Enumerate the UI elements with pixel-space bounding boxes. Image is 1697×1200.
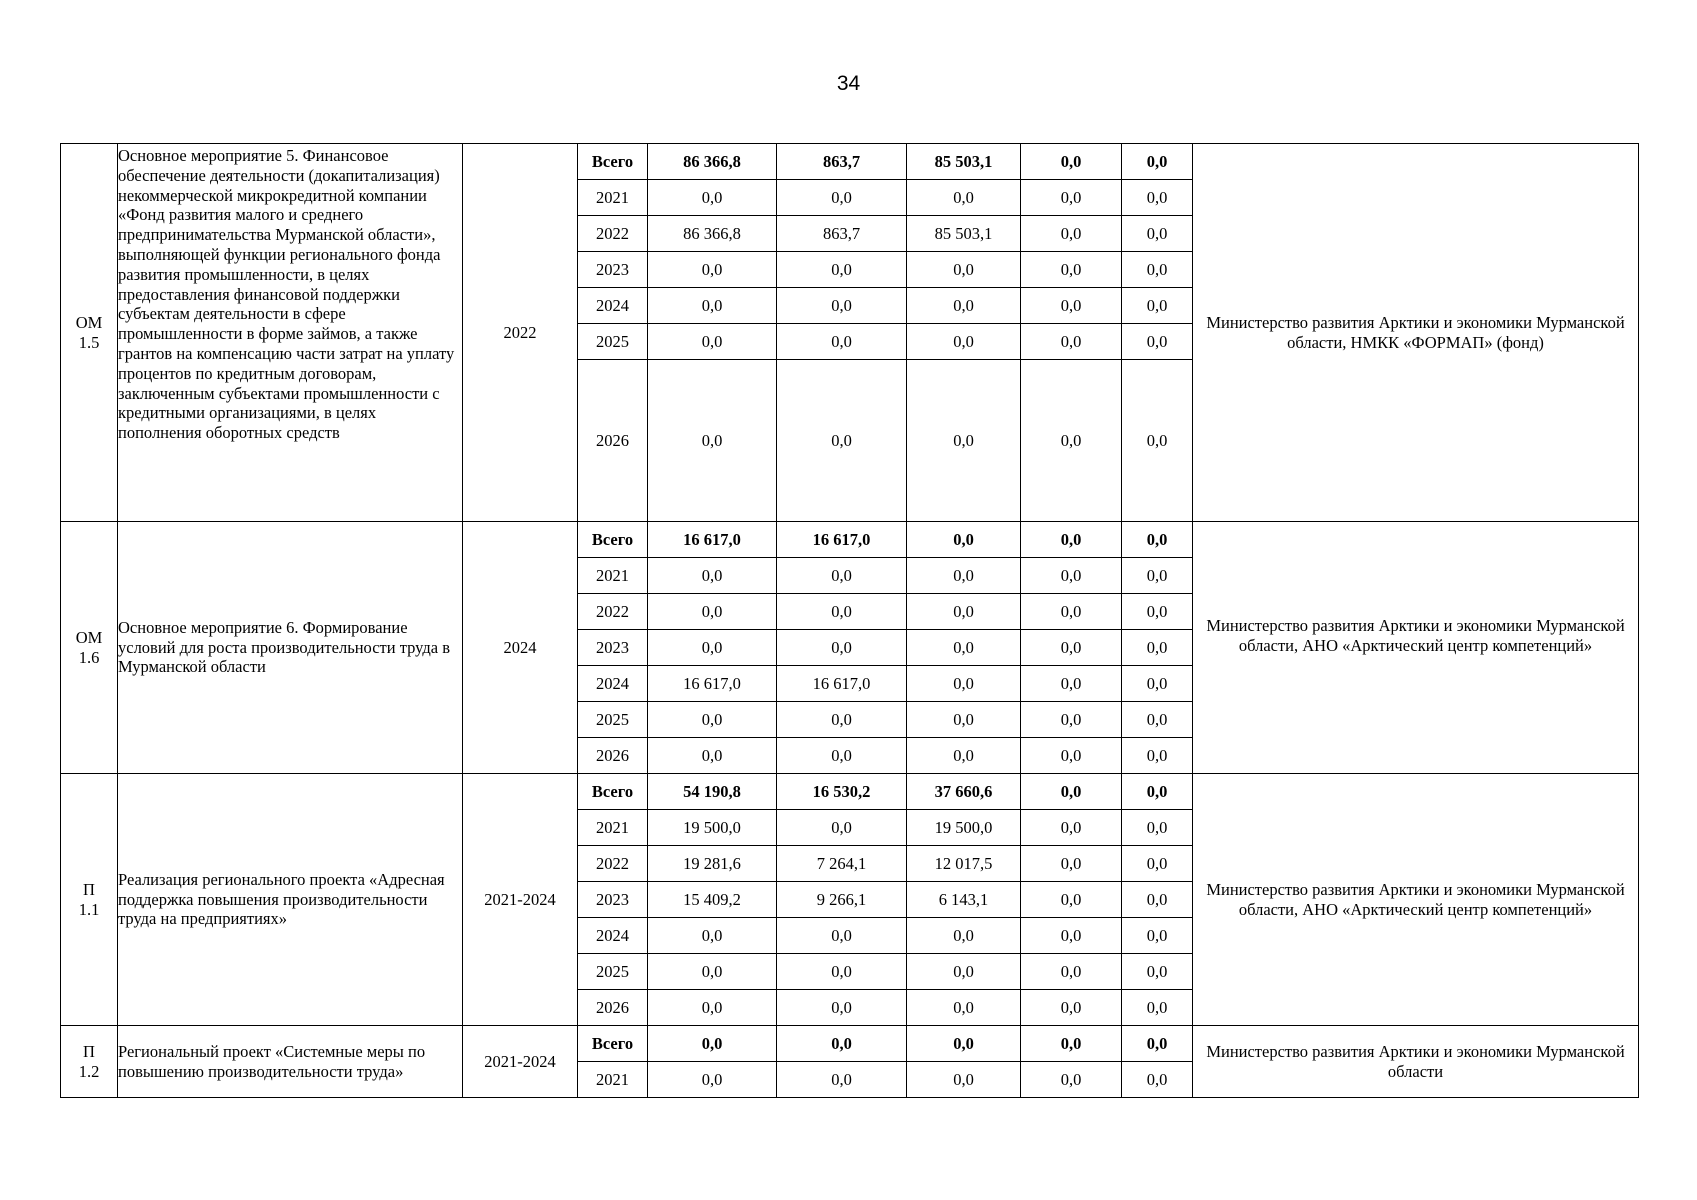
amount-col-3: 0,0 [907, 288, 1021, 324]
amount-col-2: 0,0 [777, 954, 907, 990]
amount-col-5: 0,0 [1122, 846, 1193, 882]
amount-col-5: 0,0 [1122, 180, 1193, 216]
amount-col-4: 0,0 [1021, 918, 1122, 954]
amount-col-5: 0,0 [1122, 522, 1193, 558]
amount-col-4: 0,0 [1021, 1062, 1122, 1098]
amount-col-3: 0,0 [907, 324, 1021, 360]
amount-col-2: 0,0 [777, 180, 907, 216]
activity-code [61, 144, 118, 522]
amount-total: 19 281,6 [648, 846, 777, 882]
amount-col-2: 0,0 [777, 324, 907, 360]
amount-col-3: 12 017,5 [907, 846, 1021, 882]
code-number: 1.1 [78, 899, 100, 919]
amount-col-5: 0,0 [1122, 324, 1193, 360]
amount-col-5: 0,0 [1122, 954, 1193, 990]
amount-col-2: 0,0 [777, 594, 907, 630]
amount-total: 0,0 [648, 630, 777, 666]
amount-col-3: 0,0 [907, 666, 1021, 702]
amount-col-2: 0,0 [777, 810, 907, 846]
amount-col-3: 0,0 [907, 702, 1021, 738]
amount-col-2: 0,0 [777, 918, 907, 954]
amount-col-4: 0,0 [1021, 216, 1122, 252]
amount-col-2: 7 264,1 [777, 846, 907, 882]
executor: Министерство развития Арктики и экономики Мурманской области [1193, 1026, 1639, 1098]
activity-name: Основное мероприятие 5. Финансовое обеспечение деятельности (докапитализация) некоммерческой микрокредитной компании «Фонд развития малого и среднего предпринимательства Мурманской области», выполняющей функции регионального фонда развития промышленности, в целях предоставления финансовой поддержки субъектам деятельности в сфере промышленности в форме займов, а также грантов на компенсацию части затрат на уплату процентов по кредитным договорам, заключенным субъектами промышленности с кредитными организациями, в целях пополнения оборотных средств [118, 144, 463, 522]
amount-total: 0,0 [648, 360, 777, 522]
amount-col-5: 0,0 [1122, 666, 1193, 702]
amount-total: 0,0 [648, 324, 777, 360]
amount-col-2: 863,7 [777, 144, 907, 180]
amount-col-2: 0,0 [777, 360, 907, 522]
table-row [61, 774, 1639, 810]
amount-total: 0,0 [648, 180, 777, 216]
year-cell: 2022 [578, 594, 648, 630]
year-cell: 2021 [578, 1062, 648, 1098]
amount-col-3: 0,0 [907, 180, 1021, 216]
amount-total: 0,0 [648, 918, 777, 954]
activity-period: 2024 [463, 522, 578, 774]
amount-col-4: 0,0 [1021, 324, 1122, 360]
amount-total: 15 409,2 [648, 882, 777, 918]
amount-col-5: 0,0 [1122, 216, 1193, 252]
amount-col-4: 0,0 [1021, 954, 1122, 990]
code-prefix: П [83, 879, 95, 899]
amount-col-2: 16 617,0 [777, 522, 907, 558]
executor: Министерство развития Арктики и экономики Мурманской области, АНО «Арктический центр компетенций» [1193, 774, 1639, 1026]
amount-col-3: 0,0 [907, 252, 1021, 288]
amount-total: 86 366,8 [648, 216, 777, 252]
year-cell: Всего [578, 774, 648, 810]
code-number: 1.2 [78, 1061, 100, 1081]
year-cell: 2021 [578, 558, 648, 594]
amount-col-5: 0,0 [1122, 702, 1193, 738]
executor-text: Министерство развития Арктики и экономики Мурманской области, АНО «Арктический центр компетенций» [1206, 615, 1625, 655]
amount-col-4: 0,0 [1021, 594, 1122, 630]
amount-col-4: 0,0 [1021, 738, 1122, 774]
amount-col-3: 0,0 [907, 558, 1021, 594]
amount-total: 19 500,0 [648, 810, 777, 846]
amount-col-3: 0,0 [907, 594, 1021, 630]
amount-total: 16 617,0 [648, 522, 777, 558]
amount-col-4: 0,0 [1021, 252, 1122, 288]
amount-col-4: 0,0 [1021, 360, 1122, 522]
table-row [61, 522, 1639, 558]
amount-col-4: 0,0 [1021, 558, 1122, 594]
amount-col-5: 0,0 [1122, 594, 1193, 630]
amount-col-2: 0,0 [777, 702, 907, 738]
amount-col-5: 0,0 [1122, 1026, 1193, 1062]
page-number: 34 [836, 72, 861, 95]
amount-col-2: 16 530,2 [777, 774, 907, 810]
amount-col-2: 16 617,0 [777, 666, 907, 702]
year-cell: 2025 [578, 324, 648, 360]
amount-col-3: 85 503,1 [907, 144, 1021, 180]
year-cell: 2023 [578, 630, 648, 666]
year-cell: Всего [578, 144, 648, 180]
year-cell: 2021 [578, 810, 648, 846]
amount-total: 54 190,8 [648, 774, 777, 810]
amount-col-3: 0,0 [907, 990, 1021, 1026]
amount-col-4: 0,0 [1021, 288, 1122, 324]
amount-col-5: 0,0 [1122, 918, 1193, 954]
amount-col-5: 0,0 [1122, 630, 1193, 666]
executor: Министерство развития Арктики и экономики Мурманской области, НМКК «ФОРМАП» (фонд) [1193, 144, 1639, 522]
amount-col-4: 0,0 [1021, 882, 1122, 918]
amount-total: 0,0 [648, 1062, 777, 1098]
amount-col-5: 0,0 [1122, 144, 1193, 180]
amount-col-4: 0,0 [1021, 144, 1122, 180]
amount-col-2: 0,0 [777, 1026, 907, 1062]
amount-col-2: 863,7 [777, 216, 907, 252]
amount-col-3: 0,0 [907, 1062, 1021, 1098]
amount-col-5: 0,0 [1122, 1062, 1193, 1098]
year-cell: 2026 [578, 738, 648, 774]
amount-col-3: 0,0 [907, 360, 1021, 522]
year-cell: 2025 [578, 702, 648, 738]
amount-col-3: 85 503,1 [907, 216, 1021, 252]
activity-code [61, 522, 118, 774]
code-prefix: ОМ [75, 312, 103, 332]
amount-col-3: 0,0 [907, 1026, 1021, 1062]
amount-col-2: 0,0 [777, 558, 907, 594]
amount-col-4: 0,0 [1021, 990, 1122, 1026]
activity-period: 2021-2024 [463, 774, 578, 1026]
year-cell: 2021 [578, 180, 648, 216]
amount-total: 0,0 [648, 954, 777, 990]
amount-total: 0,0 [648, 288, 777, 324]
year-cell: 2024 [578, 666, 648, 702]
activity-code [61, 1026, 118, 1098]
amount-col-5: 0,0 [1122, 252, 1193, 288]
amount-col-2: 0,0 [777, 252, 907, 288]
amount-col-5: 0,0 [1122, 990, 1193, 1026]
amount-col-3: 0,0 [907, 630, 1021, 666]
amount-total: 0,0 [648, 1026, 777, 1062]
year-cell: 2025 [578, 954, 648, 990]
amount-total: 16 617,0 [648, 666, 777, 702]
amount-total: 86 366,8 [648, 144, 777, 180]
amount-col-2: 9 266,1 [777, 882, 907, 918]
year-cell: 2026 [578, 990, 648, 1026]
amount-total: 0,0 [648, 990, 777, 1026]
year-cell: 2022 [578, 216, 648, 252]
table-row [61, 1026, 1639, 1062]
amount-col-4: 0,0 [1021, 180, 1122, 216]
amount-col-4: 0,0 [1021, 522, 1122, 558]
year-cell: 2024 [578, 288, 648, 324]
activity-period: 2022 [463, 144, 578, 522]
year-cell: Всего [578, 1026, 648, 1062]
amount-col-2: 0,0 [777, 990, 907, 1026]
code-prefix: ОМ [75, 627, 103, 647]
activity-name: Основное мероприятие 6. Формирование условий для роста производительности труда в Мурманской области [118, 522, 463, 774]
amount-col-5: 0,0 [1122, 738, 1193, 774]
amount-col-2: 0,0 [777, 288, 907, 324]
financing-table [60, 143, 1639, 1098]
amount-col-4: 0,0 [1021, 810, 1122, 846]
activity-period: 2021-2024 [463, 1026, 578, 1098]
table-row [61, 144, 1639, 180]
activity-code [61, 774, 118, 1026]
amount-col-3: 0,0 [907, 918, 1021, 954]
code-number: 1.6 [78, 647, 100, 667]
amount-total: 0,0 [648, 594, 777, 630]
year-cell: 2022 [578, 846, 648, 882]
code-number: 1.5 [78, 332, 100, 352]
amount-total: 0,0 [648, 702, 777, 738]
amount-total: 0,0 [648, 738, 777, 774]
amount-col-3: 0,0 [907, 954, 1021, 990]
amount-col-3: 37 660,6 [907, 774, 1021, 810]
amount-col-4: 0,0 [1021, 774, 1122, 810]
amount-col-2: 0,0 [777, 1062, 907, 1098]
year-cell: 2026 [578, 360, 648, 522]
amount-col-3: 0,0 [907, 522, 1021, 558]
amount-total: 0,0 [648, 558, 777, 594]
amount-total: 0,0 [648, 252, 777, 288]
executor [1193, 522, 1639, 774]
amount-col-5: 0,0 [1122, 774, 1193, 810]
amount-col-5: 0,0 [1122, 558, 1193, 594]
year-cell: 2023 [578, 882, 648, 918]
amount-col-5: 0,0 [1122, 810, 1193, 846]
amount-col-5: 0,0 [1122, 288, 1193, 324]
amount-col-3: 6 143,1 [907, 882, 1021, 918]
year-cell: 2023 [578, 252, 648, 288]
amount-col-3: 0,0 [907, 738, 1021, 774]
amount-col-5: 0,0 [1122, 360, 1193, 522]
amount-col-5: 0,0 [1122, 882, 1193, 918]
amount-col-4: 0,0 [1021, 666, 1122, 702]
year-cell: 2024 [578, 918, 648, 954]
amount-col-3: 19 500,0 [907, 810, 1021, 846]
year-cell: Всего [578, 522, 648, 558]
amount-col-4: 0,0 [1021, 846, 1122, 882]
amount-col-4: 0,0 [1021, 630, 1122, 666]
amount-col-4: 0,0 [1021, 1026, 1122, 1062]
activity-name: Региональный проект «Системные меры по повышению производительности труда» [118, 1026, 463, 1098]
activity-name: Реализация регионального проекта «Адресная поддержка повышения производительности труда на предприятиях» [118, 774, 463, 1026]
code-prefix: П [83, 1041, 95, 1061]
amount-col-4: 0,0 [1021, 702, 1122, 738]
amount-col-2: 0,0 [777, 738, 907, 774]
amount-col-2: 0,0 [777, 630, 907, 666]
